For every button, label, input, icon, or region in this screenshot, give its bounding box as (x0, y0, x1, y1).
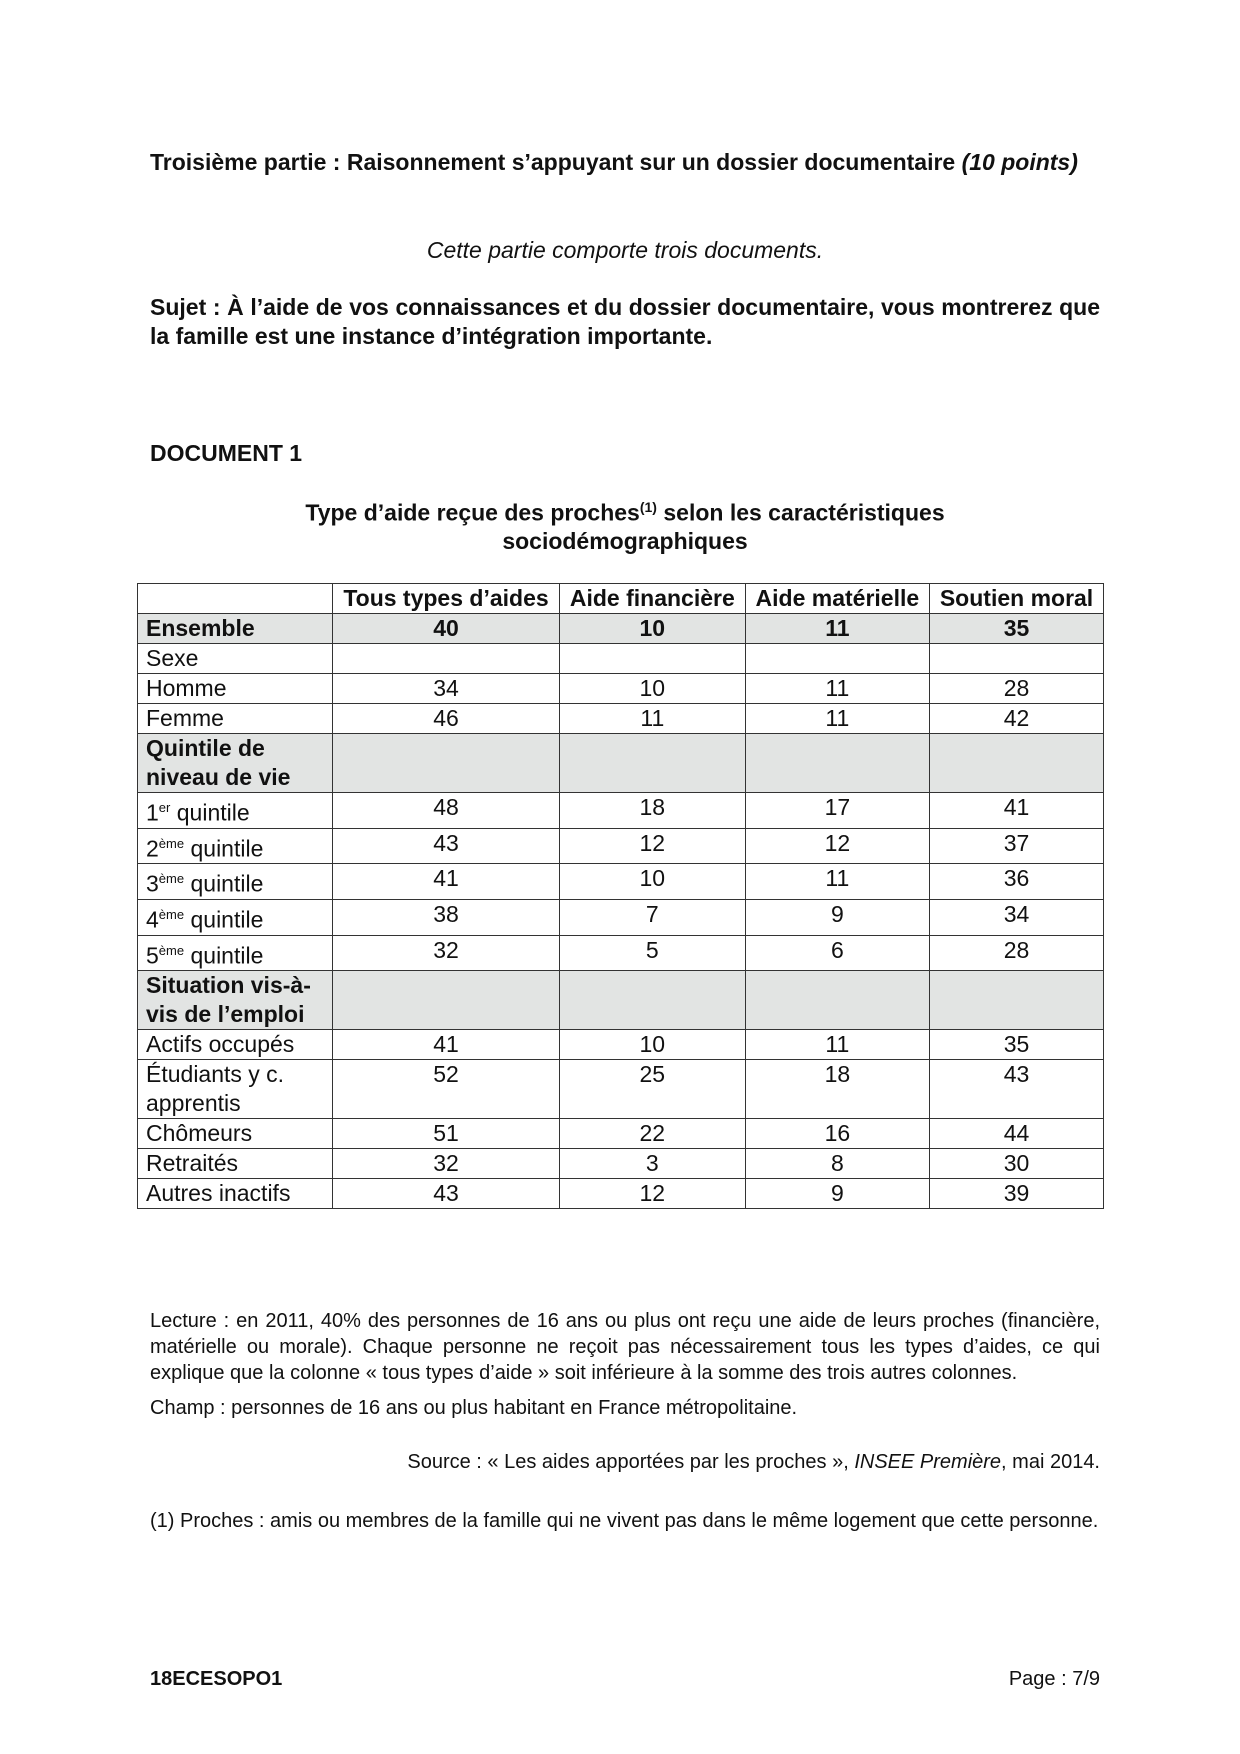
table-cell: 12 (559, 1179, 745, 1209)
part-title (150, 148, 1100, 177)
table-cell: 28 (930, 935, 1104, 971)
row-label-ordinal: ème (158, 835, 185, 851)
row-label: Étudiants y c. apprentis (138, 1060, 333, 1119)
table-row (138, 1149, 1104, 1179)
row-label: Sexe (138, 644, 333, 674)
table-row (138, 1060, 1104, 1119)
row-label (138, 828, 333, 864)
table-cell: 30 (930, 1149, 1104, 1179)
row-label-number: 2 (146, 835, 159, 862)
row-label-number: 3 (146, 870, 159, 897)
table-cell: 6 (745, 935, 929, 971)
table-cell: 48 (333, 793, 560, 829)
table-cell: 3 (559, 1149, 745, 1179)
part-title-text: Troisième partie : Raisonnement s’appuyant sur un dossier documentaire (150, 149, 956, 175)
row-label (138, 899, 333, 935)
header-cell: Aide financière (559, 584, 745, 614)
table-cell: 41 (930, 793, 1104, 829)
row-label: Autres inactifs (138, 1179, 333, 1209)
table-cell: 43 (333, 828, 560, 864)
row-label (138, 793, 333, 829)
table-cell: 11 (745, 674, 929, 704)
row-label-ordinal: ème (158, 906, 185, 922)
table-row (138, 734, 1104, 793)
document-label: DOCUMENT 1 (150, 440, 303, 466)
row-label-ordinal: er (158, 800, 171, 815)
row-label-number: 5 (146, 942, 159, 969)
source-prefix: Source : « Les aides apportées par les proches », (407, 1451, 849, 1473)
row-label-rest: quintile (184, 870, 264, 897)
table-row (138, 864, 1104, 900)
table-title-footnote-ref: (1) (639, 499, 657, 515)
row-label (138, 935, 333, 971)
row-label: Retraités (138, 1149, 333, 1179)
table-cell: 9 (745, 1179, 929, 1209)
table-cell: 18 (745, 1060, 929, 1119)
table-cell: 11 (745, 704, 929, 734)
table-row (138, 1030, 1104, 1060)
table-cell: 10 (559, 674, 745, 704)
table-cell: 10 (559, 864, 745, 900)
source-publication: INSEE Première (854, 1451, 1002, 1473)
data-table (137, 583, 1104, 1209)
table-row (138, 704, 1104, 734)
table-cell: 11 (745, 1030, 929, 1060)
table-cell (745, 734, 929, 793)
row-label-number: 1 (146, 799, 159, 826)
table-cell: 37 (930, 828, 1104, 864)
table-cell: 51 (333, 1119, 560, 1149)
row-label: Chômeurs (138, 1119, 333, 1149)
table-cell (930, 644, 1104, 674)
table-title (200, 493, 1050, 555)
intro-text: Cette partie comporte trois documents. (426, 237, 824, 263)
table-cell (745, 644, 929, 674)
table-cell: 9 (745, 899, 929, 935)
header-cell (138, 584, 333, 614)
table-cell: 38 (333, 899, 560, 935)
table-row (138, 828, 1104, 864)
table-cell: 35 (930, 614, 1104, 644)
table-cell: 34 (930, 899, 1104, 935)
header-cell: Aide matérielle (745, 584, 929, 614)
table-cell (930, 971, 1104, 1030)
table-cell: 34 (333, 674, 560, 704)
table-row (138, 935, 1104, 971)
table-cell: 46 (333, 704, 560, 734)
exam-code: 18ECESOPO1 (150, 1668, 283, 1690)
table-cell: 43 (333, 1179, 560, 1209)
table-cell: 52 (333, 1060, 560, 1119)
table-cell: 40 (333, 614, 560, 644)
page-number: Page : 7/9 (1008, 1668, 1100, 1690)
table-cell: 36 (930, 864, 1104, 900)
table-cell: 42 (930, 704, 1104, 734)
table-cell: 8 (745, 1149, 929, 1179)
table-row (138, 674, 1104, 704)
table-row (138, 793, 1104, 829)
table-cell (333, 644, 560, 674)
sujet-text: Sujet : À l’aide de vos connaissances et du dossier documentaire, vous montrerez que la famille est une instance d’intégration importante. (150, 294, 1100, 349)
row-label-rest: quintile (184, 942, 264, 969)
table-cell: 16 (745, 1119, 929, 1149)
table-cell (559, 734, 745, 793)
source-suffix: , mai 2014. (1001, 1451, 1100, 1473)
row-label: Femme (138, 704, 333, 734)
part-points: (10 points) (961, 149, 1078, 175)
table-cell: 41 (333, 864, 560, 900)
row-label: Actifs occupés (138, 1030, 333, 1060)
row-label: Quintile de niveau de vie (138, 734, 333, 793)
table-cell: 44 (930, 1119, 1104, 1149)
row-label (138, 864, 333, 900)
table-cell: 18 (559, 793, 745, 829)
table-cell (930, 734, 1104, 793)
table-cell: 41 (333, 1030, 560, 1060)
table-cell: 43 (930, 1060, 1104, 1119)
table-row (138, 614, 1104, 644)
table-title-part2: selon les caractéristiques sociodémographiques (502, 499, 945, 554)
table-cell: 11 (745, 864, 929, 900)
row-label-rest: quintile (184, 906, 264, 933)
table-cell: 5 (559, 935, 745, 971)
header-cell: Tous types d’aides (333, 584, 560, 614)
row-label-rest: quintile (184, 835, 264, 862)
table-cell (559, 971, 745, 1030)
table-cell: 12 (745, 828, 929, 864)
table-cell: 10 (559, 1030, 745, 1060)
row-label-ordinal: ème (158, 871, 185, 887)
table-header-row (138, 584, 1104, 614)
footnote: (1) Proches : amis ou membres de la famille qui ne vivent pas dans le même logement que cette personne. (150, 1510, 1099, 1532)
table-row (138, 644, 1104, 674)
table-row (138, 1119, 1104, 1149)
table-cell (745, 971, 929, 1030)
header-cell: Soutien moral (930, 584, 1104, 614)
table-cell (333, 734, 560, 793)
row-label-ordinal: ème (158, 942, 185, 958)
row-label-number: 4 (146, 906, 159, 933)
table-row (138, 1179, 1104, 1209)
table-cell (559, 644, 745, 674)
table-cell: 32 (333, 935, 560, 971)
table-title-part1: Type d’aide reçue des proches (305, 499, 640, 526)
row-label: Ensemble (138, 614, 333, 644)
table-cell: 35 (930, 1030, 1104, 1060)
table-row (138, 971, 1104, 1030)
table-row (138, 899, 1104, 935)
table-cell: 10 (559, 614, 745, 644)
table-cell (333, 971, 560, 1030)
lecture-note: Lecture : en 2011, 40% des personnes de 16 ans ou plus ont reçu une aide de leurs proches (financière, matérielle ou morale). Chaque personne ne reçoit pas nécessairement tous les types d’aides, ce qui explique que la colonne « tous types d’aide » soit inférieure à la somme des trois autres colonnes. (150, 1310, 1100, 1384)
table-cell: 28 (930, 674, 1104, 704)
row-label-rest: quintile (170, 799, 250, 826)
table-cell: 17 (745, 793, 929, 829)
source-line (150, 1451, 1100, 1474)
table-cell: 25 (559, 1060, 745, 1119)
table-cell: 12 (559, 828, 745, 864)
champ-note: Champ : personnes de 16 ans ou plus habitant en France métropolitaine. (150, 1397, 798, 1419)
table-cell: 22 (559, 1119, 745, 1149)
row-label: Situation vis-à-vis de l’emploi (138, 971, 333, 1030)
table-cell: 7 (559, 899, 745, 935)
table-cell: 32 (333, 1149, 560, 1179)
table-body (138, 614, 1104, 1209)
table-cell: 39 (930, 1179, 1104, 1209)
row-label: Homme (138, 674, 333, 704)
table-cell: 11 (745, 614, 929, 644)
table-cell: 11 (559, 704, 745, 734)
